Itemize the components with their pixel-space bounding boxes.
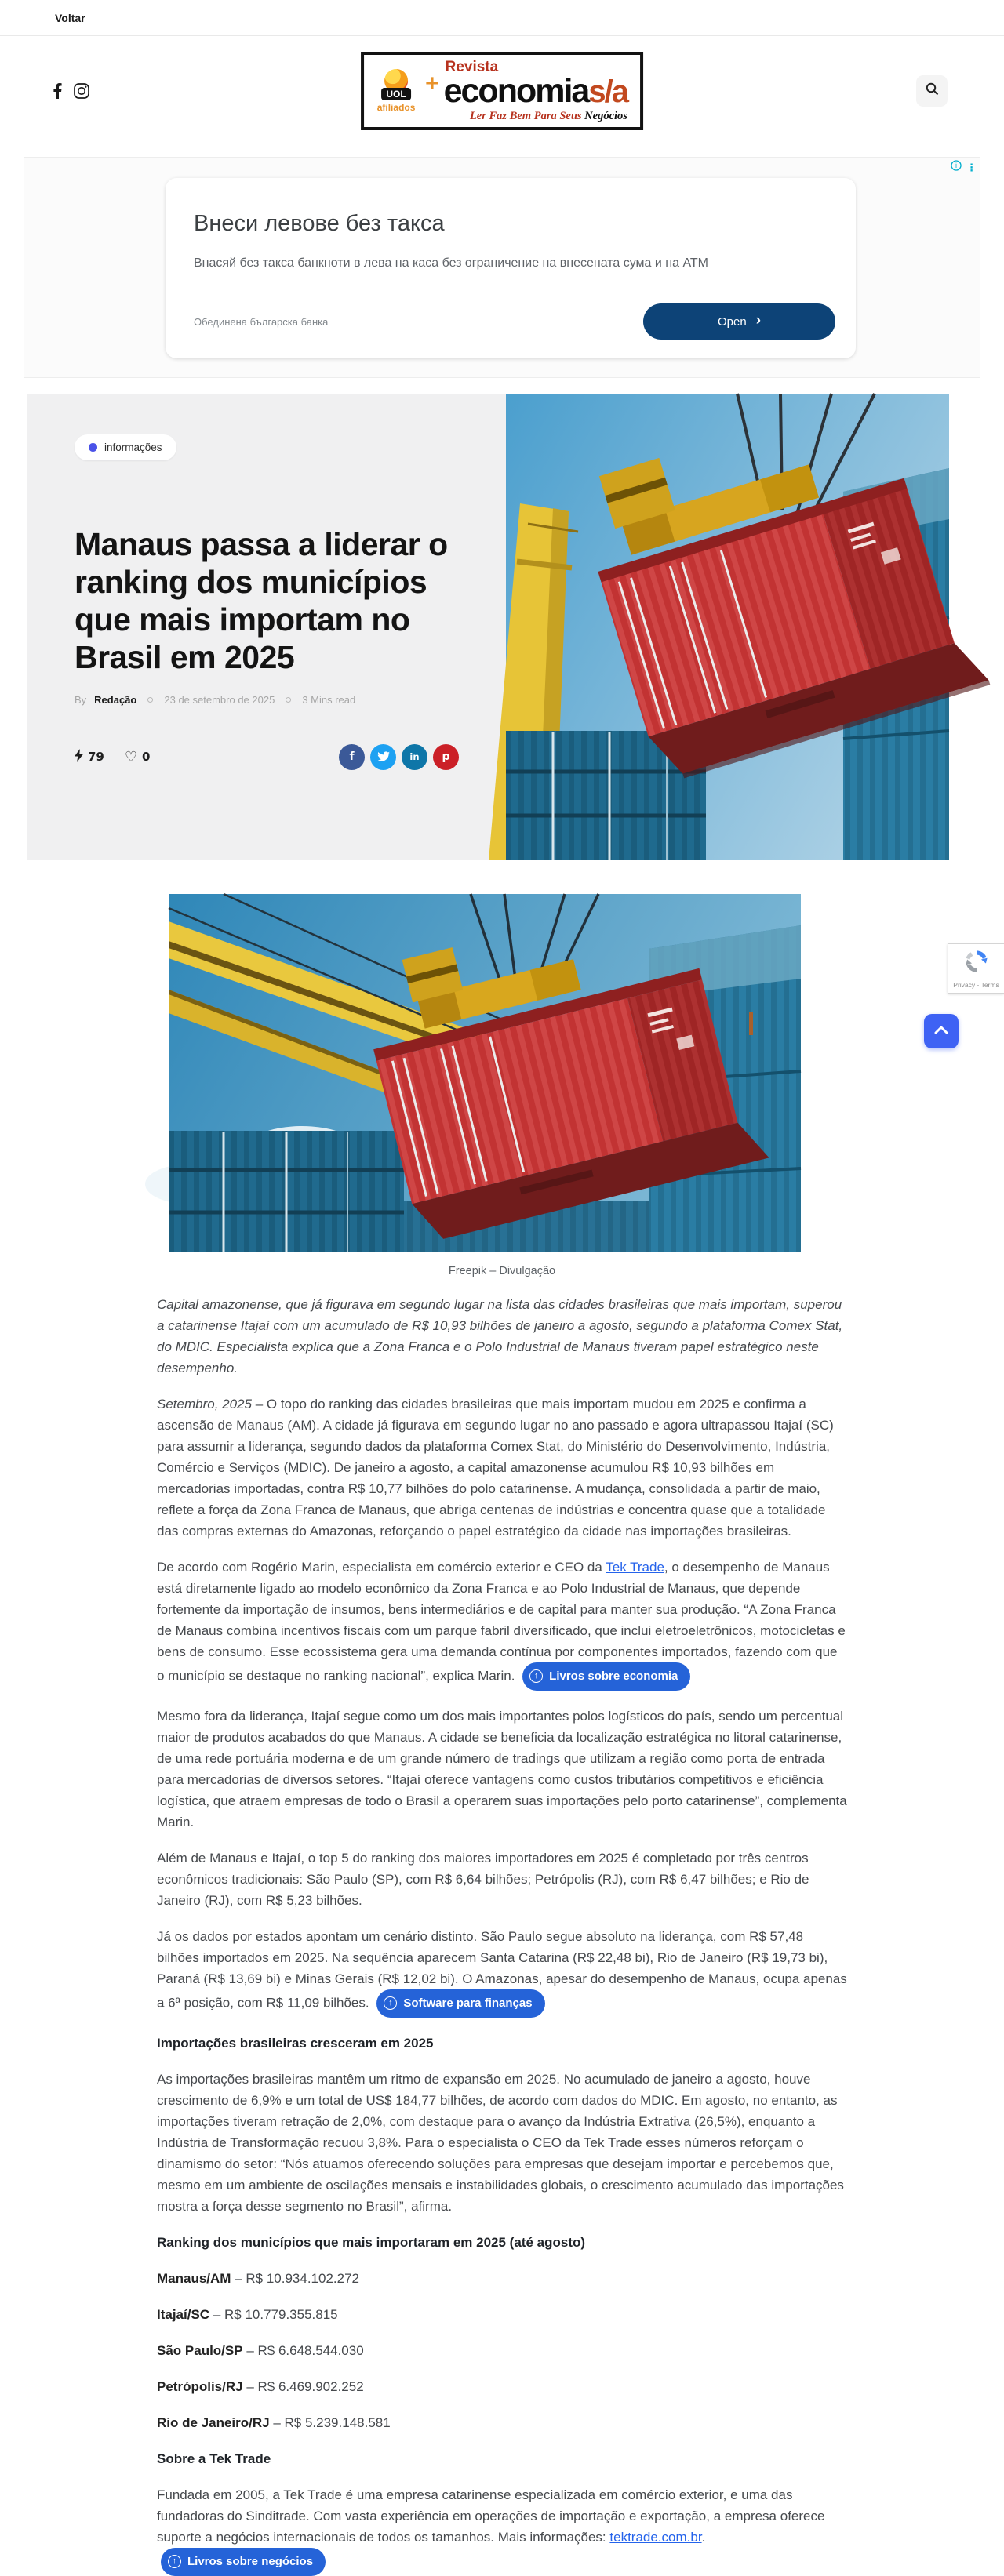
ad-card[interactable] [166, 178, 856, 358]
ranking-row: Manaus/AM – R$ 10.934.102.272 [157, 2271, 359, 2286]
article-body [157, 860, 847, 2576]
paragraph: Mesmo fora da liderança, Itajaí segue como um dos mais importantes polos logísticos do país, sendo um percentual maior de produtos acabados do que Manaus. A cidade se beneficia da localização estratégica no litoral catarinense, de uma rede portuária moderna e de um grande número de tradings que utilizam a região como porta de entrada para mercadorias de diversos setores. “Itajaí oferece vantagens como custos tributários competitivos e eficiência logística, que atraem empresas de todo o Brasil a operarem suas importações pelo porto catarinense”, complementa Marin. [157, 1709, 847, 1829]
lightning-icon [75, 749, 83, 765]
ad-body: Внасяй без такса банкноти в лева на каса без ограничение на внесената сума и на АТМ [194, 256, 708, 270]
ad-banner [24, 157, 980, 378]
ranking-value: R$ 6.648.544.030 [257, 2343, 364, 2358]
logo-plus-sign: + [425, 71, 439, 96]
ranking-list [157, 2268, 847, 2433]
image-caption: Freepik – Divulgação [448, 1265, 556, 1277]
logo-wordmark [444, 60, 628, 122]
ad-title: Внеси левове без такса [194, 211, 445, 236]
ad-info-icon[interactable] [951, 160, 962, 175]
category-dot-icon [89, 443, 97, 452]
share-linkedin-icon[interactable]: in [402, 744, 427, 770]
paragraph: As importações brasileiras mantêm um ritmo de expansão em 2025. No acumulado de janeiro a agosto, houve crescimento de 6,9% e um total de US$ 184,77 bilhões, de acordo com dados do MDIC. Em agosto, no entanto, as importações tiveram retração de 2,0%, com destaque para o avanço da Indústria Extrativa (26,5%), enquanto a Indústria de Transformação recuou 3,8%. Para o especialista o CEO da Tek Trade esses números reforçam o dinamismo do setor: “Nós atuamos oferecendo soluções para empresas que desejam importar e percebemos que, mesmo em um ambiente de oscilações mensais e instabilidades globais, o crescimento acumulado das importações mostra a força desse segmento no Brasil”, afirma. [157, 2072, 844, 2214]
paragraph-text: Já os dados por estados apontam um cenário distinto. São Paulo segue absoluto na liderança, com R$ 57,48 bilhões importados em 2025. Na sequência aparecem Santa Catarina (R$ 22,48 bi), Rio de Janeiro (R$ 19,73 bi), Paraná (R$ 13,69 bi) e Minas Gerais (R$ 12,02 bi). O Amazonas, apesar do desempenho de Manaus, ocupa apenas a 6ª posição, com R$ 11,09 bilhões. [157, 1929, 847, 2011]
ranking-row: São Paulo/SP – R$ 6.648.544.030 [157, 2343, 364, 2358]
subheading-importacoes: Importações brasileiras cresceram em 2025 [157, 2036, 434, 2051]
back-link[interactable]: Voltar [55, 11, 85, 24]
paragraph-date-intro: Setembro, 2025 [157, 1397, 252, 1412]
subheading-sobre: Sobre a Tek Trade [157, 2451, 271, 2466]
logo-tagline-end: Negócios [584, 110, 628, 123]
affiliate-pill-label: Software para finanças [403, 1996, 533, 2010]
share-buttons [339, 744, 459, 770]
article-lede: Capital amazonense, que já figurava em segundo lugar na lista das cidades brasileiras que mais importam, superou a catarinense Itajaí com um acumulado de R$ 10,93 bilhões de janeiro a agosto, segundo a plataforma Comex Stat, do MDIC. Especialista explica que a Zona Franca e o Polo Industrial de Manaus tiveram papel estratégico neste desempenho. [157, 1297, 843, 1375]
container-crane-photo [506, 394, 949, 860]
logo-tagline: Ler Faz Bem Para Seus [469, 110, 585, 123]
tektrade-url-link[interactable]: tektrade.com.br [609, 2530, 702, 2545]
views-count: 79 [88, 750, 104, 765]
byline-read-time: 3 Mins read [302, 693, 356, 706]
affiliate-pill-economia[interactable] [522, 1662, 690, 1691]
paragraph-text: , o desempenho de Manaus está diretamente ligado ao modelo econômico da Zona Franca e ao Polo Industrial de Manaus, que depende fortemente da importação de insumos, bens intermediários e de capital para manter sua produção. “A Zona Franca de Manaus combina incentivos fiscais com um parque fabril diversificado, que inclui eletroeletrônicos, motocicletas e bens de consumo. Esse ecossistema gera uma demanda contínua por componentes importados, fazendo com que o município se destaque no ranking nacional”, explica Marin. [157, 1560, 846, 1684]
tek-trade-link[interactable]: Tek Trade [606, 1560, 664, 1575]
ad-advertiser: Обединена българска банка [194, 315, 329, 328]
ranking-value: R$ 10.934.102.272 [246, 2271, 359, 2286]
article-hero [27, 394, 949, 860]
recaptcha-badge[interactable] [948, 943, 1004, 994]
paragraph [157, 1393, 847, 1542]
logo-sa: s/a [588, 74, 628, 110]
article-hero-image [506, 394, 949, 860]
article-hero-panel [27, 394, 506, 860]
ranking-value: R$ 10.779.355.815 [224, 2307, 338, 2322]
affiliate-pill-negocios[interactable] [161, 2548, 326, 2576]
byline-date: 23 de setembro de 2025 [164, 693, 275, 706]
uol-logo [372, 69, 420, 113]
byline-author[interactable]: Redação [94, 693, 137, 706]
share-twitter-icon[interactable] [370, 744, 396, 770]
paragraph-text: – O topo do ranking das cidades brasileiras que mais importam mudou em 2025 e confirma a ascensão de Manaus (AM). A cidade já figurava em segundo lugar no ano passado e agora ultrapassou Itajaí (SC) para assumir a liderança, segundo dados da plataforma Comex Stat, do Ministério do Desenvolvimento, Indústria, Comércio e Serviços (MDIC). De janeiro a agosto, a capital amazonense acumulou R$ 10,93 bilhões em mercadorias importadas, contra R$ 10,77 bilhões do polo catarinense. A mudança, consolidada a partir de maio, reflete a força da Zona Franca de Manaus, que abriga centenas de indústrias e concentra quase que a totalidade das compras externas do Amazonas, reforçando o papel estratégico da cidade nas importações brasileiras. [157, 1397, 834, 1539]
ad-chrome [951, 160, 977, 175]
paragraph: Fundada em 2005, a Tek Trade é uma empresa catarinense especializada em comércio exterior, e uma das fundadoras do Sinditrade. Com vasta experiência em operações de importação e exportação, a empresa oferece suporte a negócios internacionais de todos os tamanhos. Mais informações: tektrade.com.br. ↑ Livros sobre negócios [157, 2484, 847, 2576]
search-icon [926, 82, 939, 100]
byline-by: By [75, 693, 87, 706]
facebook-icon[interactable] [53, 83, 62, 99]
paragraph [157, 1926, 847, 2018]
offer-icon: ↑ [529, 1669, 543, 1683]
ad-open-button[interactable] [643, 303, 835, 340]
affiliate-pill-label: Livros sobre economia [549, 1669, 678, 1683]
article-stats-row [75, 744, 459, 770]
likes-count: 0 [142, 750, 151, 765]
byline-separator-icon [147, 697, 153, 703]
uol-afiliados-label: afiliados [376, 102, 416, 113]
article-title: Manaus passa a liderar o ranking dos municípios que mais importam no Brasil em 2025 [75, 526, 448, 675]
scroll-to-top-button[interactable] [924, 1014, 959, 1048]
byline-separator-icon [286, 697, 291, 703]
affiliate-pill-financas[interactable] [376, 1989, 544, 2018]
ranking-row: Itajaí/SC – R$ 10.779.355.815 [157, 2307, 338, 2322]
ranking-value: R$ 6.469.902.252 [257, 2379, 364, 2394]
category-badge[interactable] [75, 434, 176, 460]
paragraph [157, 1557, 847, 1691]
paragraph-text: Fundada em 2005, a Tek Trade é uma empresa catarinense especializada em comércio exterior, e uma das fundadoras do Sinditrade. Com vasta experiência em operações de importação e exportação, a empresa oferece suporte a negócios internacionais de todos os tamanhos. Mais informações: [157, 2487, 825, 2545]
offer-icon: ↑ [384, 1996, 397, 2010]
uol-wordmark: UOL [381, 88, 410, 100]
site-logo[interactable] [361, 52, 643, 130]
recaptcha-icon [963, 948, 990, 979]
ad-open-label: Open [717, 314, 747, 329]
ranking-row: Petrópolis/RJ – R$ 6.469.902.252 [157, 2379, 364, 2394]
heart-icon: ♡ [124, 748, 138, 765]
ad-menu-icon[interactable]: ⋮ [966, 161, 977, 173]
search-button[interactable] [916, 75, 948, 107]
share-pinterest-icon[interactable]: p [433, 744, 459, 770]
ranking-row: Rio de Janeiro/RJ – R$ 5.239.148.581 [157, 2415, 391, 2430]
paragraph-text: De acordo com Rogério Marin, especialista em comércio exterior e CEO da [157, 1560, 606, 1575]
top-bar [0, 0, 1004, 36]
offer-icon: ↑ [168, 2555, 181, 2568]
ranking-value: R$ 5.239.148.581 [284, 2415, 391, 2430]
header-social-links [53, 83, 89, 99]
byline [75, 694, 459, 706]
logo-economia: economia [443, 72, 589, 111]
container-crane-photo-inline [169, 894, 801, 1252]
chevron-right-icon: › [755, 312, 762, 329]
subheading-ranking: Ranking dos municípios que mais importaram em 2025 (até agosto) [157, 2235, 586, 2250]
inline-article-image [169, 894, 801, 1252]
chevron-up-icon [934, 1024, 948, 1038]
affiliate-pill-label: Livros sobre negócios [187, 2555, 314, 2568]
instagram-icon[interactable] [74, 83, 89, 99]
share-facebook-icon[interactable]: f [339, 744, 365, 770]
views-stat [75, 749, 104, 765]
site-header [0, 36, 1004, 151]
paragraph: Além de Manaus e Itajaí, o top 5 do ranking dos maiores importadores em 2025 é completado por três centros econômicos tradicionais: São Paulo (SP), com R$ 6,64 bilhões; Petrópolis (RJ), com R$ 6,47 bilhões; e Rio de Janeiro (RJ), com R$ 5,23 bilhões. [157, 1851, 809, 1908]
recaptcha-privacy-terms[interactable]: Privacy - Terms [953, 981, 999, 989]
likes-stat[interactable] [125, 749, 151, 765]
logo-revista: Revista [445, 59, 499, 76]
svg-text:i: i [955, 162, 957, 170]
category-label: informações [104, 441, 162, 453]
